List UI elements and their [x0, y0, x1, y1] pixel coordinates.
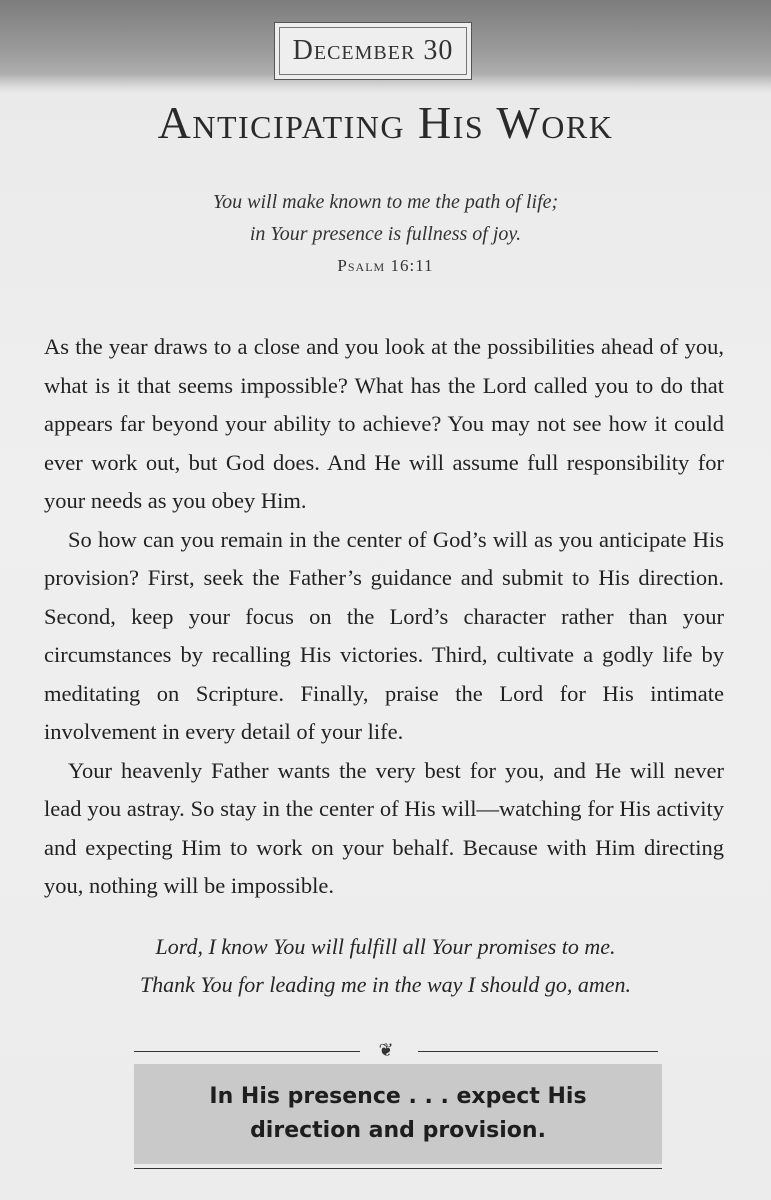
closing-line-2: direction and provision. [250, 1118, 546, 1143]
page-date: December 30 [292, 35, 454, 66]
closing-line-1: In His presence . . . expect His [209, 1084, 587, 1109]
verse-line-1: You will make known to me the path of life; [212, 191, 559, 213]
date-box [274, 22, 472, 80]
divider-right [418, 1051, 658, 1052]
paragraph-2: So how can you remain in the center of God’s will as you anticipate His provision? First, seek the Father’s guidance and submit to His direction. Second, keep your focus on the Lord’s character rather than your circumstances by recalling His victories. Third, cultivate a godly life by meditating on Scripture. Finally, praise the Lord for His intimate involvement in every detail of your life. [44, 526, 724, 744]
page-title: Anticipating His Work [157, 97, 614, 148]
closing-thought [183, 1080, 613, 1148]
prayer-line-2: Thank You for leading me in the way I should go, amen. [139, 972, 632, 997]
divider-bottom [134, 1168, 662, 1169]
verse-line-2: in Your presence is fullness of joy. [249, 223, 522, 245]
paragraph-1: As the year draws to a close and you look at the possibilities ahead of you, what is it that seems impossible? What has the Lord called you to do that appears far beyond your ability to achieve? You may not see how it could ever work out, but God does. And He will assume full responsibility for your needs as you obey Him. [44, 334, 724, 513]
prayer [0, 928, 771, 1004]
divider-left [134, 1051, 360, 1052]
paragraph-3: Your heavenly Father wants the very best for you, and He will never lead you astray. So stay in the center of His will—watching for His activity and expecting Him to work on your behalf. Because with Him directing you, nothing will be impossible. [44, 757, 724, 898]
devotional-body [44, 328, 724, 906]
scripture-verse [0, 186, 771, 250]
prayer-line-1: Lord, I know You will fulfill all Your promises to me. [155, 934, 616, 959]
ornament-icon: ❦ [378, 1040, 394, 1060]
verse-reference: Psalm 16:11 [337, 256, 434, 275]
closing-thought-box [134, 1064, 662, 1164]
